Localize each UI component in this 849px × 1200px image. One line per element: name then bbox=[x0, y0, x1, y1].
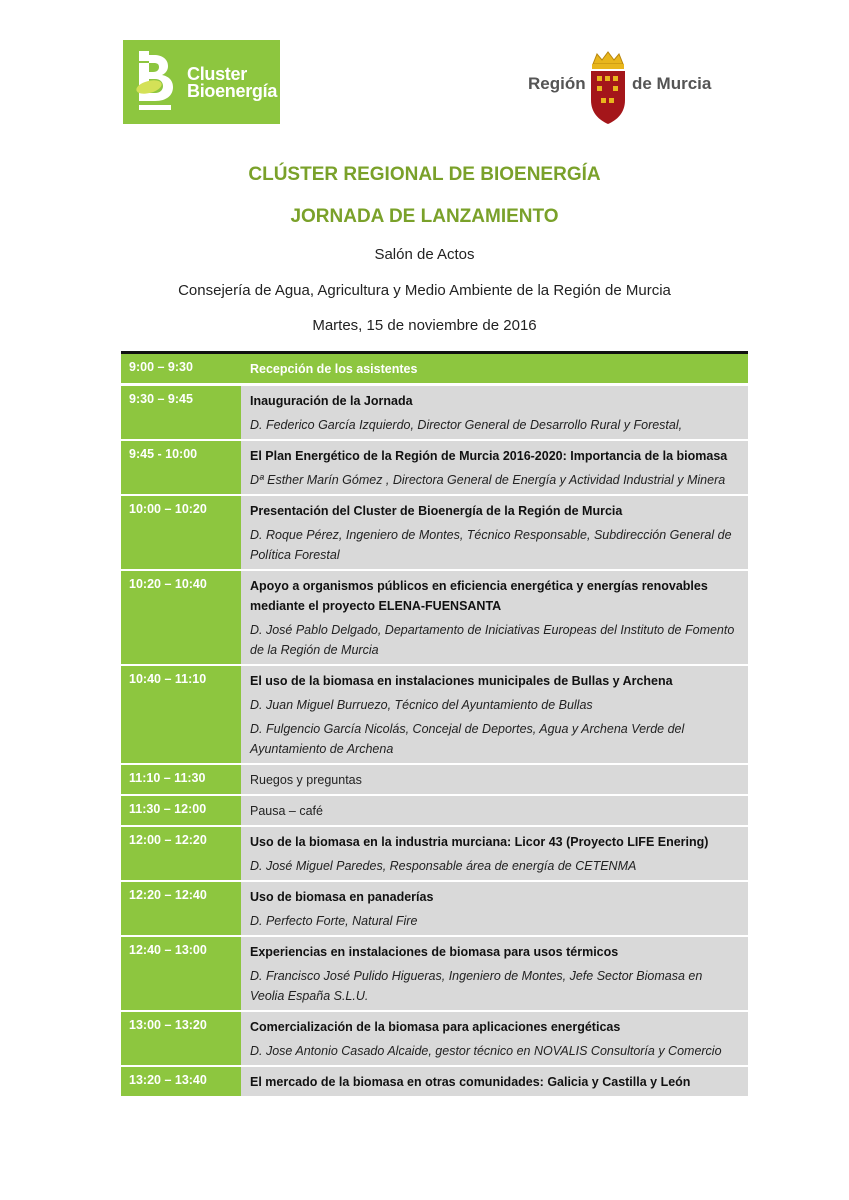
schedule-row bbox=[121, 765, 748, 796]
schedule-row bbox=[121, 354, 748, 386]
session-title: Recepción de los asistentes bbox=[250, 362, 418, 376]
session-speaker: D. José Miguel Paredes, Responsable área de energía de CETENMA bbox=[250, 859, 637, 873]
schedule-description bbox=[241, 571, 748, 664]
session-title: Inauguración de la Jornada bbox=[250, 394, 413, 408]
schedule-row bbox=[121, 386, 748, 441]
schedule-table bbox=[121, 354, 748, 1098]
schedule-description bbox=[241, 354, 748, 383]
session-speaker: Dª Esther Marín Gómez , Directora General de Energía y Actividad Industrial y Minera bbox=[250, 473, 726, 487]
organization: Consejería de Agua, Agricultura y Medio Ambiente de la Región de Murcia bbox=[178, 282, 671, 299]
logo-region-word: Región bbox=[528, 74, 586, 93]
session-title: Comercialización de la biomasa para aplicaciones energéticas bbox=[250, 1020, 621, 1034]
session-speaker: D. Francisco José Pulido Higueras, Ingeniero de Montes, Jefe Sector Biomasa en Veolia España S.L.U. bbox=[250, 969, 703, 1003]
page-title: CLÚSTER REGIONAL DE BIOENERGÍA bbox=[248, 164, 601, 185]
schedule-description bbox=[241, 1067, 748, 1096]
schedule-time: 11:30 – 12:00 bbox=[121, 796, 241, 825]
schedule-description bbox=[241, 666, 748, 763]
schedule-row bbox=[121, 441, 748, 496]
schedule-time: 9:00 – 9:30 bbox=[121, 354, 241, 383]
schedule-row bbox=[121, 496, 748, 571]
schedule-time: 10:40 – 11:10 bbox=[121, 666, 241, 763]
schedule-time: 11:10 – 11:30 bbox=[121, 765, 241, 794]
schedule-description bbox=[241, 796, 748, 825]
schedule-time: 12:20 – 12:40 bbox=[121, 882, 241, 935]
session-title: Apoyo a organismos públicos en eficiencia energética y energías renovables mediante el proyecto ELENA-FUENSANTA bbox=[250, 579, 708, 613]
schedule-row bbox=[121, 666, 748, 765]
session-title: El Plan Energético de la Región de Murcia 2016-2020: Importancia de la biomasa bbox=[250, 449, 728, 463]
schedule-time: 10:20 – 10:40 bbox=[121, 571, 241, 664]
cluster-bioenergia-logo bbox=[123, 40, 280, 124]
session-speaker: D. Roque Pérez, Ingeniero de Montes, Técnico Responsable, Subdirección General de Política Forestal bbox=[250, 528, 732, 562]
session-title: Pausa – café bbox=[250, 804, 323, 818]
schedule-row bbox=[121, 1012, 748, 1067]
schedule-description bbox=[241, 882, 748, 935]
schedule-row bbox=[121, 571, 748, 666]
schedule-time: 13:00 – 13:20 bbox=[121, 1012, 241, 1065]
session-speaker: D. Federico García Izquierdo, Director General de Desarrollo Rural y Forestal, bbox=[250, 418, 683, 432]
schedule-row bbox=[121, 937, 748, 1012]
schedule-description bbox=[241, 827, 748, 880]
logo-line1: Cluster bbox=[187, 64, 247, 84]
schedule-description bbox=[241, 441, 748, 494]
venue: Salón de Actos bbox=[374, 246, 475, 263]
session-title: Experiencias en instalaciones de biomasa para usos térmicos bbox=[250, 945, 619, 959]
session-title: El uso de la biomasa en instalaciones municipales de Bullas y Archena bbox=[250, 674, 673, 688]
schedule-time: 10:00 – 10:20 bbox=[121, 496, 241, 569]
schedule-row bbox=[121, 827, 748, 882]
cluster-logo-text bbox=[187, 66, 277, 100]
logo-murcia-word: de Murcia bbox=[632, 74, 712, 93]
schedule-row bbox=[121, 796, 748, 827]
schedule-time: 13:20 – 13:40 bbox=[121, 1067, 241, 1096]
b-leaf-logo-icon bbox=[133, 49, 177, 115]
schedule-description bbox=[241, 1012, 748, 1065]
schedule-time: 12:00 – 12:20 bbox=[121, 827, 241, 880]
region-murcia-logo bbox=[525, 50, 720, 128]
event-date: Martes, 15 de noviembre de 2016 bbox=[312, 317, 537, 334]
session-speaker: D. Fulgencio García Nicolás, Concejal de Deportes, Agua y Archena Verde del Ayuntamiento de Archena bbox=[250, 722, 685, 756]
session-title: El mercado de la biomasa en otras comunidades: Galicia y Castilla y León bbox=[250, 1075, 691, 1089]
session-speaker: D. José Pablo Delgado, Departamento de Iniciativas Europeas del Instituto de Fomento de la Región de Murcia bbox=[250, 623, 735, 657]
schedule-description bbox=[241, 765, 748, 794]
session-title: Ruegos y preguntas bbox=[250, 773, 362, 787]
logo-line2: Bioenergía bbox=[187, 81, 278, 101]
schedule-row bbox=[121, 1067, 748, 1098]
schedule-description bbox=[241, 386, 748, 439]
schedule-time: 9:45 - 10:00 bbox=[121, 441, 241, 494]
session-title: Uso de biomasa en panaderías bbox=[250, 890, 434, 904]
session-speaker: D. Perfecto Forte, Natural Fire bbox=[250, 914, 418, 928]
schedule-time: 9:30 – 9:45 bbox=[121, 386, 241, 439]
session-title: Presentación del Cluster de Bioenergía de la Región de Murcia bbox=[250, 504, 623, 518]
murcia-coat-of-arms-icon bbox=[587, 50, 629, 126]
session-speaker: D. Juan Miguel Burruezo, Técnico del Ayuntamiento de Bullas bbox=[250, 698, 593, 712]
schedule-description bbox=[241, 937, 748, 1010]
schedule-row bbox=[121, 882, 748, 937]
event-title: JORNADA DE LANZAMIENTO bbox=[290, 206, 559, 227]
schedule-time: 12:40 – 13:00 bbox=[121, 937, 241, 1010]
session-speaker: D. Jose Antonio Casado Alcaide, gestor técnico en NOVALIS Consultoría y Comercio bbox=[250, 1044, 722, 1058]
schedule-description bbox=[241, 496, 748, 569]
session-title: Uso de la biomasa en la industria murciana: Licor 43 (Proyecto LIFE Enering) bbox=[250, 835, 709, 849]
